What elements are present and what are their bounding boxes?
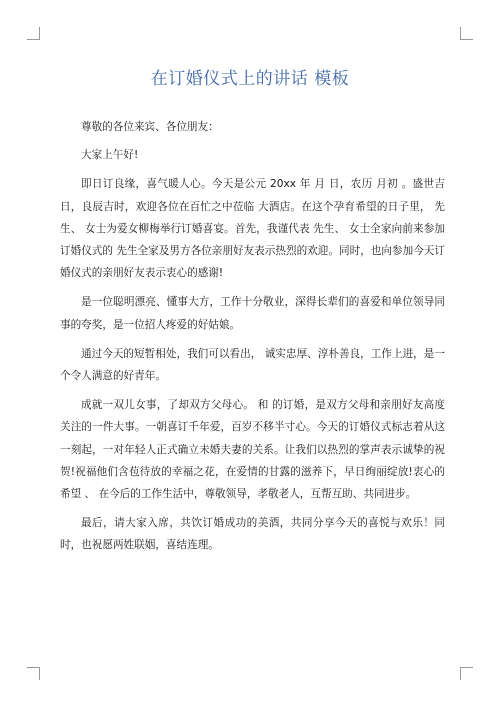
greeting: 大家上午好! [81,149,139,162]
crop-mark-top-left [27,27,40,40]
paragraph-closing: 最后，请大家入席，共饮订婚成功的美酒，共同分享今天的喜悦与欢乐！同时，也祝愿两姓联姻，喜结连理。 [60,517,445,552]
document-body [60,116,445,564]
paragraph-bride: 是一位聪明漂亮、懂事大方，工作十分敬业，深得长辈们的喜爱和单位领导同事的夸奖，是一位招人疼爱的好姑娘。 [60,296,445,331]
document-title: 在订婚仪式上的讲话 模板 [150,69,350,89]
crop-mark-bottom-right [460,667,473,680]
paragraph-opening: 即日订良缘，喜气暖人心。今天是公元 20xx 年 月 日，农历 月初 。盛世吉日，良辰吉时，欢迎各位在百忙之中莅临 大酒店。在这个孕育希望的日子里， 先生、 女士为爱女柳梅举行订婚喜宴。首先，我谨代表 先生、 女士全家向前来参加订婚仪式的 先生全家及男方各位亲朋好友表示热烈的欢迎。同时，也向参加今天订婚仪式的亲朋好友表示衷心的感谢! [60,178,445,280]
paragraph-engagement: 成就一双儿女事，了却双方父母心。 和 的订婚，是双方父母和亲朋好友高度关注的一件大事。一朝喜订千年爱，百岁不移半寸心。今天的订婚仪式标志着从这一刻起，一对年轻人正式确立未婚夫妻的关系。让我们以热烈的掌声表示诚挚的祝贺!祝福他们含苞待放的幸福之花，在爱情的甘露的滋养下，早日绚丽绽放!衷心的希望 、 在今后的工作生活中，尊敬领导，孝敬老人，互帮互助、共同进步。 [60,399,445,501]
crop-mark-bottom-left [27,667,40,680]
salutation: 尊敬的各位来宾、各位朋友： [81,121,219,133]
paragraph-groom: 通过今天的短暂相处，我们可以看出， 诚实忠厚、淳朴善良，工作上进，是一个令人满意的好青年。 [60,347,445,383]
crop-mark-top-right [460,27,473,40]
